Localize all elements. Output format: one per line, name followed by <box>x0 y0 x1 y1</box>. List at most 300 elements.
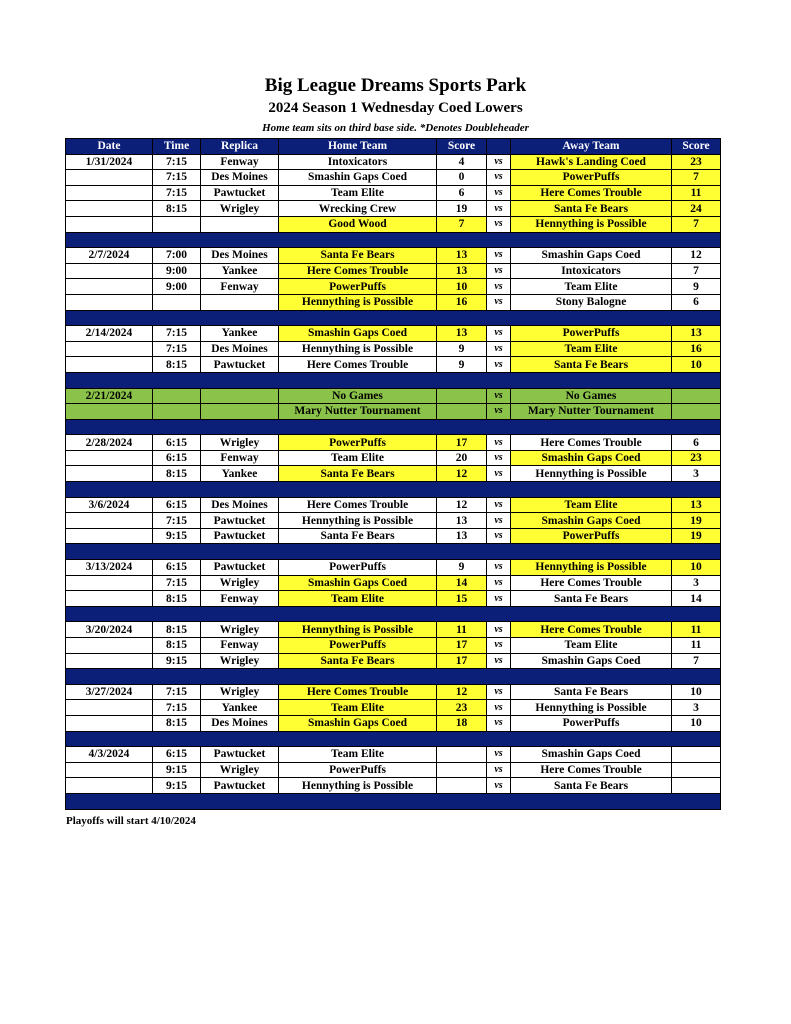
header-time: Time <box>153 139 201 155</box>
page-title: Big League Dreams Sports Park <box>264 75 527 96</box>
home-team-cell: PowerPuffs <box>279 638 437 654</box>
time-cell: 7:15 <box>153 154 201 170</box>
home-team-cell: Hennything is Possible <box>279 513 437 529</box>
field-cell: Wrigley <box>201 762 279 778</box>
date-cell <box>66 653 153 669</box>
time-cell: 6:15 <box>153 450 201 466</box>
away-score-cell: 11 <box>672 185 721 201</box>
away-team-cell: Hennything is Possible <box>511 700 672 716</box>
home-score-cell: 17 <box>437 653 487 669</box>
vs-cell: vs <box>487 528 511 544</box>
time-cell: 9:00 <box>153 263 201 279</box>
vs-cell: vs <box>487 513 511 529</box>
time-cell: 9:15 <box>153 528 201 544</box>
away-score-cell: 24 <box>672 201 721 217</box>
week-separator-row <box>66 419 721 435</box>
vs-cell: vs <box>487 700 511 716</box>
vs-cell: vs <box>487 747 511 763</box>
game-row <box>66 435 721 451</box>
away-team-cell: Santa Fe Bears <box>511 201 672 217</box>
field-cell: Des Moines <box>201 170 279 186</box>
date-cell: 3/6/2024 <box>66 497 153 513</box>
time-cell: 6:15 <box>153 435 201 451</box>
home-team-cell: Hennything is Possible <box>279 341 437 357</box>
away-score-cell: 23 <box>672 450 721 466</box>
header-date: Date <box>66 139 153 155</box>
away-score-cell: 7 <box>672 653 721 669</box>
away-team-cell: PowerPuffs <box>511 326 672 342</box>
game-row <box>66 762 721 778</box>
header-vs <box>487 139 511 155</box>
away-team-cell: Smashin Gaps Coed <box>511 513 672 529</box>
week-separator-row <box>66 482 721 498</box>
away-team-cell: No Games <box>511 388 672 404</box>
home-score-cell: 17 <box>437 638 487 654</box>
separator-cell <box>66 669 721 685</box>
home-score-cell: 15 <box>437 591 487 607</box>
field-cell: Wrigley <box>201 684 279 700</box>
date-cell <box>66 357 153 373</box>
separator-cell <box>66 544 721 560</box>
time-cell: 8:15 <box>153 466 201 482</box>
week-separator-row <box>66 793 721 809</box>
week-separator-row <box>66 310 721 326</box>
away-score-cell: 10 <box>672 684 721 700</box>
separator-cell <box>66 731 721 747</box>
field-cell: Fenway <box>201 638 279 654</box>
field-cell: Pawtucket <box>201 778 279 794</box>
away-team-cell: Smashin Gaps Coed <box>511 248 672 264</box>
home-score-cell: 14 <box>437 575 487 591</box>
field-cell: Wrigley <box>201 575 279 591</box>
page-subtitle: 2024 Season 1 Wednesday Coed Lowers <box>268 100 523 116</box>
away-team-cell: Here Comes Trouble <box>511 575 672 591</box>
home-score-cell: 12 <box>437 684 487 700</box>
date-cell: 3/20/2024 <box>66 622 153 638</box>
game-row <box>66 715 721 731</box>
game-row <box>66 497 721 513</box>
time-cell: 6:15 <box>153 497 201 513</box>
vs-cell: vs <box>487 154 511 170</box>
home-score-cell: 12 <box>437 466 487 482</box>
field-cell: Des Moines <box>201 497 279 513</box>
away-team-cell: Hennything is Possible <box>511 466 672 482</box>
date-cell <box>66 450 153 466</box>
home-score-cell: 13 <box>437 528 487 544</box>
home-team-cell: Santa Fe Bears <box>279 653 437 669</box>
date-cell <box>66 216 153 232</box>
away-score-cell: 13 <box>672 326 721 342</box>
home-team-cell: Team Elite <box>279 450 437 466</box>
time-cell: 8:15 <box>153 638 201 654</box>
home-team-cell: Santa Fe Bears <box>279 248 437 264</box>
time-cell: 6:15 <box>153 560 201 576</box>
home-team-cell: No Games <box>279 388 437 404</box>
away-team-cell: Santa Fe Bears <box>511 591 672 607</box>
home-team-cell: Here Comes Trouble <box>279 497 437 513</box>
game-row <box>66 185 721 201</box>
time-cell: 7:15 <box>153 513 201 529</box>
date-cell: 1/31/2024 <box>66 154 153 170</box>
time-cell: 7:15 <box>153 341 201 357</box>
field-cell <box>201 294 279 310</box>
home-score-cell: 0 <box>437 170 487 186</box>
time-cell: 6:15 <box>153 747 201 763</box>
field-cell: Des Moines <box>201 341 279 357</box>
date-cell <box>66 279 153 295</box>
away-team-cell: PowerPuffs <box>511 528 672 544</box>
game-row <box>66 201 721 217</box>
away-team-cell: Mary Nutter Tournament <box>511 404 672 420</box>
header-away-score: Score <box>672 139 721 155</box>
away-team-cell: Intoxicators <box>511 263 672 279</box>
away-score-cell: 16 <box>672 341 721 357</box>
home-team-cell: Santa Fe Bears <box>279 466 437 482</box>
vs-cell: vs <box>487 653 511 669</box>
game-row <box>66 357 721 373</box>
away-score-cell <box>672 762 721 778</box>
week-separator-row <box>66 232 721 248</box>
home-score-cell: 4 <box>437 154 487 170</box>
home-team-cell: Santa Fe Bears <box>279 528 437 544</box>
home-team-cell: Here Comes Trouble <box>279 357 437 373</box>
vs-cell: vs <box>487 201 511 217</box>
date-cell: 3/13/2024 <box>66 560 153 576</box>
time-cell <box>153 388 201 404</box>
home-score-cell: 9 <box>437 560 487 576</box>
home-score-cell: 18 <box>437 715 487 731</box>
home-score-cell: 13 <box>437 248 487 264</box>
vs-cell: vs <box>487 622 511 638</box>
time-cell: 7:15 <box>153 326 201 342</box>
vs-cell: vs <box>487 263 511 279</box>
header-home-team: Home Team <box>279 139 437 155</box>
home-team-cell: Here Comes Trouble <box>279 263 437 279</box>
separator-cell <box>66 482 721 498</box>
date-cell <box>66 762 153 778</box>
away-score-cell: 10 <box>672 560 721 576</box>
date-cell: 4/3/2024 <box>66 747 153 763</box>
field-cell: Yankee <box>201 263 279 279</box>
field-cell: Pawtucket <box>201 513 279 529</box>
time-cell: 8:15 <box>153 622 201 638</box>
field-cell: Yankee <box>201 326 279 342</box>
home-team-cell: Wrecking Crew <box>279 201 437 217</box>
home-team-cell: Hennything is Possible <box>279 622 437 638</box>
field-cell: Pawtucket <box>201 357 279 373</box>
home-team-cell: Mary Nutter Tournament <box>279 404 437 420</box>
vs-cell: vs <box>487 560 511 576</box>
week-separator-row <box>66 731 721 747</box>
vs-cell: vs <box>487 248 511 264</box>
away-team-cell: Team Elite <box>511 638 672 654</box>
game-row <box>66 341 721 357</box>
game-row <box>66 513 721 529</box>
game-row <box>66 216 721 232</box>
time-cell: 8:15 <box>153 357 201 373</box>
game-row <box>66 747 721 763</box>
vs-cell: vs <box>487 762 511 778</box>
game-row <box>66 248 721 264</box>
vs-cell: vs <box>487 778 511 794</box>
home-score-cell: 9 <box>437 341 487 357</box>
away-team-cell: Hawk's Landing Coed <box>511 154 672 170</box>
date-cell <box>66 201 153 217</box>
schedule-table <box>65 138 721 810</box>
field-cell: Des Moines <box>201 248 279 264</box>
home-score-cell: 11 <box>437 622 487 638</box>
home-team-cell: Hennything is Possible <box>279 778 437 794</box>
field-cell <box>201 388 279 404</box>
field-cell: Wrigley <box>201 653 279 669</box>
away-team-cell: PowerPuffs <box>511 170 672 186</box>
game-row <box>66 404 721 420</box>
home-score-cell: 13 <box>437 513 487 529</box>
game-row <box>66 778 721 794</box>
time-cell: 8:15 <box>153 715 201 731</box>
date-cell <box>66 263 153 279</box>
time-cell <box>153 404 201 420</box>
away-score-cell <box>672 404 721 420</box>
date-cell <box>66 341 153 357</box>
game-row <box>66 388 721 404</box>
field-cell <box>201 404 279 420</box>
away-score-cell <box>672 778 721 794</box>
home-team-cell: PowerPuffs <box>279 279 437 295</box>
separator-cell <box>66 606 721 622</box>
game-row <box>66 154 721 170</box>
time-cell: 9:15 <box>153 653 201 669</box>
date-cell <box>66 575 153 591</box>
schedule-note: Home team sits on third base side. *Denotes Doubleheader <box>262 122 529 134</box>
header-home-score: Score <box>437 139 487 155</box>
away-score-cell: 10 <box>672 357 721 373</box>
vs-cell: vs <box>487 294 511 310</box>
away-score-cell <box>672 747 721 763</box>
game-row <box>66 700 721 716</box>
away-score-cell: 3 <box>672 700 721 716</box>
vs-cell: vs <box>487 450 511 466</box>
field-cell: Fenway <box>201 154 279 170</box>
vs-cell: vs <box>487 404 511 420</box>
date-cell <box>66 466 153 482</box>
field-cell: Pawtucket <box>201 747 279 763</box>
home-team-cell: Here Comes Trouble <box>279 684 437 700</box>
home-score-cell: 6 <box>437 185 487 201</box>
away-score-cell: 14 <box>672 591 721 607</box>
home-score-cell: 9 <box>437 357 487 373</box>
date-cell: 3/27/2024 <box>66 684 153 700</box>
away-team-cell: Smashin Gaps Coed <box>511 450 672 466</box>
away-score-cell: 6 <box>672 435 721 451</box>
game-row <box>66 466 721 482</box>
date-cell <box>66 294 153 310</box>
home-score-cell: 20 <box>437 450 487 466</box>
time-cell: 7:15 <box>153 185 201 201</box>
field-cell: Fenway <box>201 591 279 607</box>
home-team-cell: Team Elite <box>279 700 437 716</box>
week-separator-row <box>66 606 721 622</box>
home-team-cell: Smashin Gaps Coed <box>279 170 437 186</box>
vs-cell: vs <box>487 638 511 654</box>
game-row <box>66 279 721 295</box>
home-team-cell: PowerPuffs <box>279 762 437 778</box>
time-cell: 7:15 <box>153 170 201 186</box>
home-team-cell: Good Wood <box>279 216 437 232</box>
game-row <box>66 450 721 466</box>
date-cell: 2/21/2024 <box>66 388 153 404</box>
field-cell: Fenway <box>201 279 279 295</box>
field-cell: Yankee <box>201 466 279 482</box>
home-team-cell: Hennything is Possible <box>279 294 437 310</box>
away-team-cell: Santa Fe Bears <box>511 684 672 700</box>
date-cell <box>66 591 153 607</box>
home-score-cell: 23 <box>437 700 487 716</box>
field-cell: Pawtucket <box>201 185 279 201</box>
week-separator-row <box>66 544 721 560</box>
home-score-cell: 13 <box>437 263 487 279</box>
vs-cell: vs <box>487 170 511 186</box>
date-cell <box>66 638 153 654</box>
home-score-cell: 17 <box>437 435 487 451</box>
date-cell: 2/28/2024 <box>66 435 153 451</box>
home-score-cell: 10 <box>437 279 487 295</box>
vs-cell: vs <box>487 575 511 591</box>
home-team-cell: Team Elite <box>279 747 437 763</box>
away-score-cell: 11 <box>672 622 721 638</box>
week-separator-row <box>66 669 721 685</box>
game-row <box>66 263 721 279</box>
week-separator-row <box>66 372 721 388</box>
home-score-cell: 13 <box>437 326 487 342</box>
home-score-cell: 12 <box>437 497 487 513</box>
away-score-cell: 19 <box>672 513 721 529</box>
header-away-team: Away Team <box>511 139 672 155</box>
game-row <box>66 622 721 638</box>
home-team-cell: Smashin Gaps Coed <box>279 715 437 731</box>
vs-cell: vs <box>487 341 511 357</box>
date-cell <box>66 404 153 420</box>
vs-cell: vs <box>487 591 511 607</box>
time-cell <box>153 216 201 232</box>
away-score-cell: 13 <box>672 497 721 513</box>
date-cell <box>66 778 153 794</box>
away-score-cell: 7 <box>672 216 721 232</box>
game-row <box>66 170 721 186</box>
home-score-cell <box>437 778 487 794</box>
vs-cell: vs <box>487 357 511 373</box>
away-team-cell: Smashin Gaps Coed <box>511 747 672 763</box>
away-score-cell: 3 <box>672 466 721 482</box>
game-row <box>66 575 721 591</box>
game-row <box>66 638 721 654</box>
away-team-cell: Here Comes Trouble <box>511 435 672 451</box>
vs-cell: vs <box>487 684 511 700</box>
field-cell: Pawtucket <box>201 560 279 576</box>
date-cell <box>66 715 153 731</box>
date-cell <box>66 185 153 201</box>
game-row <box>66 591 721 607</box>
time-cell: 7:15 <box>153 575 201 591</box>
away-score-cell <box>672 388 721 404</box>
home-team-cell: Intoxicators <box>279 154 437 170</box>
home-team-cell: PowerPuffs <box>279 560 437 576</box>
field-cell: Des Moines <box>201 715 279 731</box>
separator-cell <box>66 310 721 326</box>
away-score-cell: 6 <box>672 294 721 310</box>
away-score-cell: 7 <box>672 170 721 186</box>
time-cell: 9:00 <box>153 279 201 295</box>
field-cell: Pawtucket <box>201 528 279 544</box>
away-team-cell: Stony Balogne <box>511 294 672 310</box>
away-team-cell: Team Elite <box>511 279 672 295</box>
away-team-cell: Santa Fe Bears <box>511 778 672 794</box>
vs-cell: vs <box>487 497 511 513</box>
separator-cell <box>66 372 721 388</box>
playoffs-note: Playoffs will start 4/10/2024 <box>66 815 196 827</box>
away-team-cell: Team Elite <box>511 341 672 357</box>
away-team-cell: Hennything is Possible <box>511 216 672 232</box>
home-score-cell: 19 <box>437 201 487 217</box>
schedule-body <box>66 154 721 809</box>
table-header-row <box>66 139 721 155</box>
separator-cell <box>66 793 721 809</box>
away-team-cell: Here Comes Trouble <box>511 762 672 778</box>
home-team-cell: Team Elite <box>279 185 437 201</box>
game-row <box>66 294 721 310</box>
away-score-cell: 10 <box>672 715 721 731</box>
away-team-cell: Smashin Gaps Coed <box>511 653 672 669</box>
vs-cell: vs <box>487 715 511 731</box>
game-row <box>66 528 721 544</box>
vs-cell: vs <box>487 466 511 482</box>
vs-cell: vs <box>487 279 511 295</box>
game-row <box>66 326 721 342</box>
away-score-cell: 23 <box>672 154 721 170</box>
separator-cell <box>66 419 721 435</box>
home-score-cell: 16 <box>437 294 487 310</box>
home-team-cell: Smashin Gaps Coed <box>279 575 437 591</box>
field-cell: Wrigley <box>201 622 279 638</box>
field-cell: Fenway <box>201 450 279 466</box>
time-cell: 8:15 <box>153 201 201 217</box>
field-cell <box>201 216 279 232</box>
field-cell: Wrigley <box>201 201 279 217</box>
date-cell: 2/7/2024 <box>66 248 153 264</box>
home-score-cell: 7 <box>437 216 487 232</box>
header-replica: Replica <box>201 139 279 155</box>
away-score-cell: 3 <box>672 575 721 591</box>
vs-cell: vs <box>487 388 511 404</box>
time-cell <box>153 294 201 310</box>
game-row <box>66 653 721 669</box>
time-cell: 9:15 <box>153 778 201 794</box>
vs-cell: vs <box>487 185 511 201</box>
home-score-cell <box>437 762 487 778</box>
field-cell: Wrigley <box>201 435 279 451</box>
home-score-cell <box>437 388 487 404</box>
date-cell <box>66 700 153 716</box>
away-score-cell: 7 <box>672 263 721 279</box>
time-cell: 7:15 <box>153 684 201 700</box>
date-cell <box>66 513 153 529</box>
away-score-cell: 19 <box>672 528 721 544</box>
date-cell <box>66 528 153 544</box>
home-score-cell <box>437 404 487 420</box>
away-score-cell: 11 <box>672 638 721 654</box>
home-score-cell <box>437 747 487 763</box>
away-score-cell: 9 <box>672 279 721 295</box>
